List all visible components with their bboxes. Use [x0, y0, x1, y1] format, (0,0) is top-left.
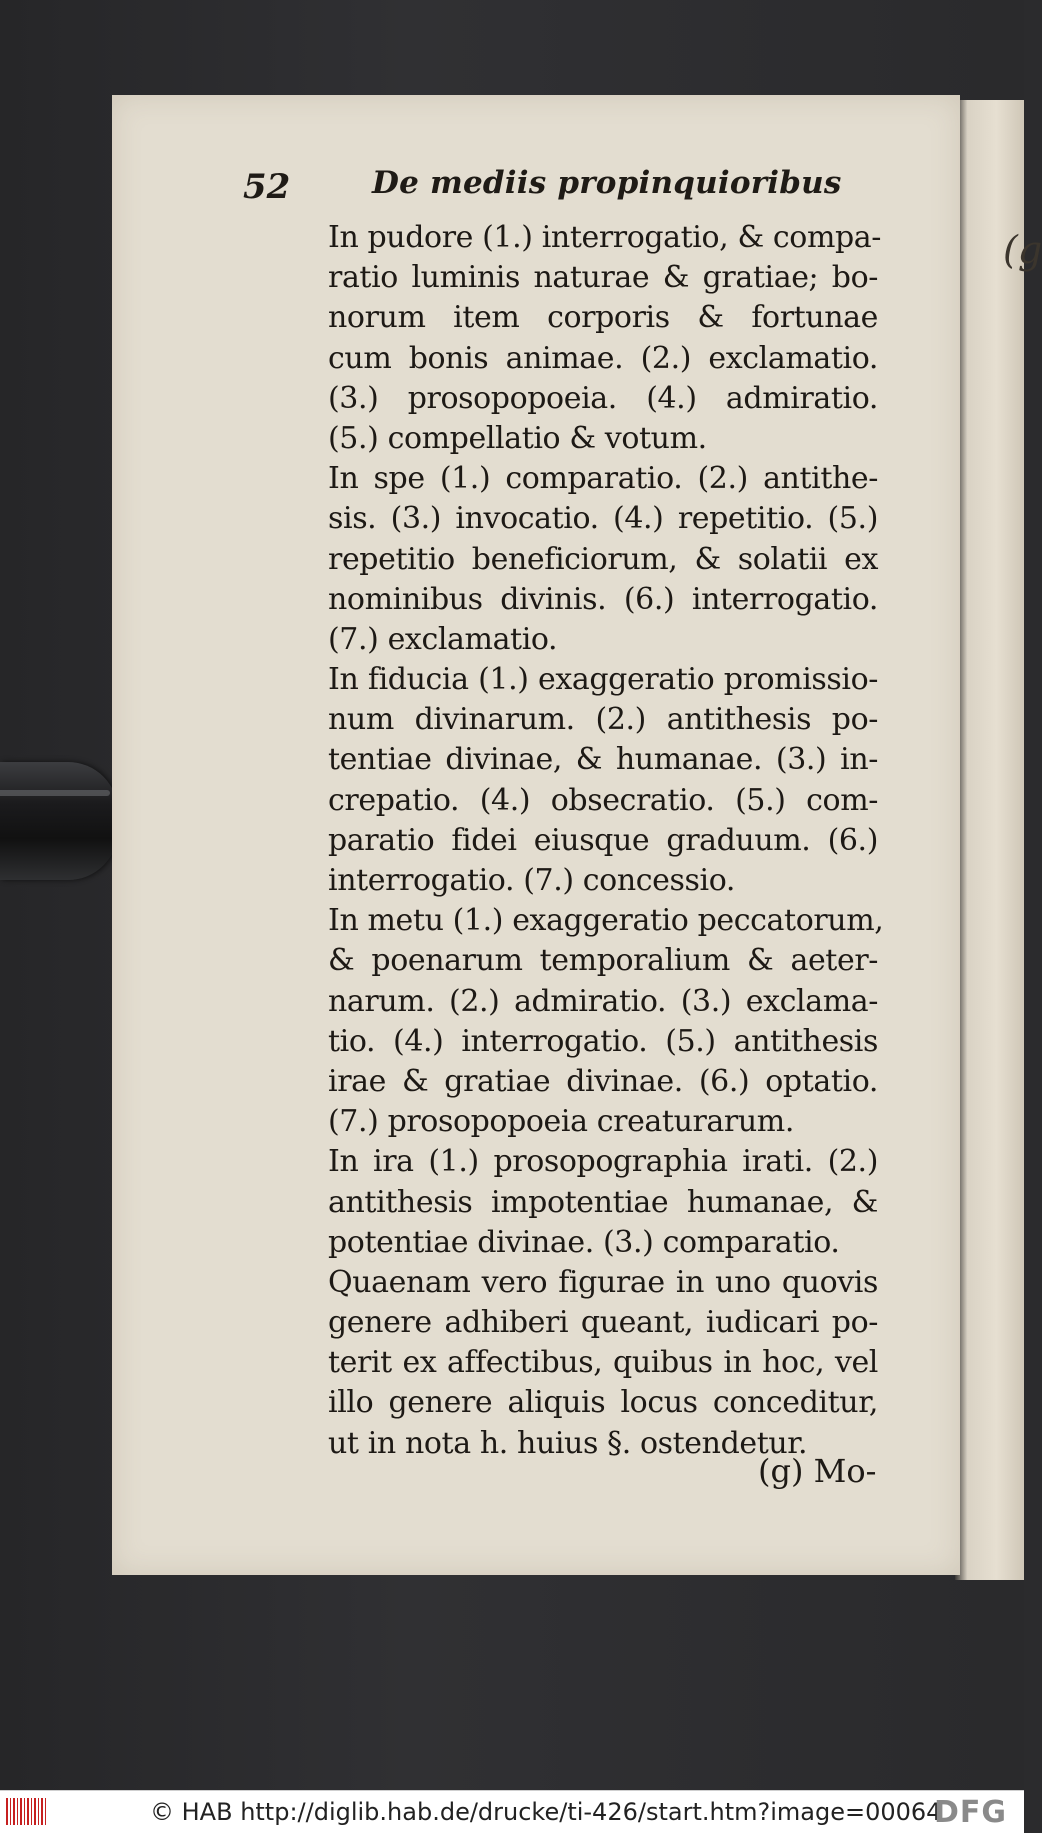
barcode-icon	[6, 1798, 48, 1825]
text-line: narum. (2.) admiratio. (3.) exclama-	[328, 983, 878, 1019]
dfg-logo: DFG	[934, 1795, 1008, 1830]
text-line: num divinarum. (2.) antithesis po-	[328, 702, 878, 738]
text-line: In ira (1.) prosopographia irati. (2.)	[328, 1144, 878, 1180]
text-line: tio. (4.) interrogatio. (5.) antithesis	[328, 1023, 878, 1059]
text-line: paratio fidei eiusque graduum. (6.)	[328, 822, 878, 858]
text-line: genere adhiberi queant, iudicari po-	[328, 1305, 878, 1341]
text-line: illo genere aliquis locus conceditur,	[328, 1385, 878, 1421]
text-line: nominibus divinis. (6.) interrogatio.	[328, 581, 878, 617]
footer-credit-link[interactable]: © HAB http://diglib.hab.de/drucke/ti-426/start.htm?image=00064	[150, 1798, 942, 1826]
text-line: & poenarum temporalium & aeter-	[328, 943, 878, 979]
running-head: De mediis propinquioribus	[372, 165, 842, 201]
text-line: In pudore (1.) interrogatio, & compa-	[328, 220, 882, 255]
text-line: crepatio. (4.) obsecratio. (5.) com-	[328, 782, 878, 818]
text-line: terit ex affectibus, quibus in hoc, vel	[328, 1345, 878, 1381]
text-line: sis. (3.) invocatio. (4.) repetitio. (5.)	[328, 501, 878, 537]
text-line: In fiducia (1.) exaggeratio promissio-	[328, 662, 878, 698]
catchword: (g) Mo-	[758, 1452, 877, 1490]
text-line: interrogatio. (7.) concessio.	[328, 863, 735, 898]
book-strap-highlight	[0, 790, 110, 796]
text-line: norum item corporis & fortunae	[328, 300, 878, 336]
text-line: (5.) compellatio & votum.	[328, 420, 707, 456]
text-line: (3.) prosopopoeia. (4.) admiratio.	[328, 380, 878, 416]
text-line: ratio luminis naturae & gratiae; bo-	[328, 260, 878, 296]
facing-page-edge	[955, 100, 1024, 1580]
text-line: tentiae divinae, & humanae. (3.) in-	[328, 742, 878, 778]
text-line: irae & gratiae divinae. (6.) optatio.	[328, 1063, 878, 1099]
text-line: In spe (1.) comparatio. (2.) antithe-	[328, 461, 878, 497]
text-line: antithesis impotentiae humanae, &	[328, 1184, 878, 1220]
text-line: cum bonis animae. (2.) exclamatio.	[328, 340, 878, 376]
text-line: In metu (1.) exaggeratio peccatorum,	[328, 903, 884, 939]
facing-page-fragment: (g	[1003, 228, 1042, 272]
text-line: repetitio beneficiorum, & solatii ex	[328, 541, 878, 577]
text-line: Quaenam vero figurae in uno quovis	[328, 1264, 878, 1300]
text-line: (7.) exclamatio.	[328, 621, 558, 657]
text-line: potentiae divinae. (3.) comparatio.	[328, 1224, 840, 1260]
book-strap	[0, 762, 118, 880]
page-body-text	[328, 218, 884, 1464]
page-number: 52	[243, 167, 291, 207]
text-line: ut in nota h. huius §. ostendetur.	[328, 1425, 808, 1461]
text-line: (7.) prosopopoeia creaturarum.	[328, 1104, 794, 1140]
